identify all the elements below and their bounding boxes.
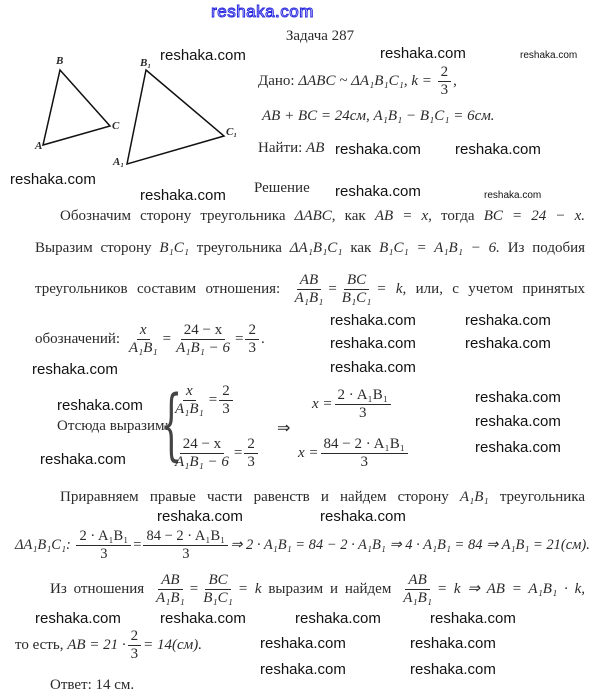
math: = k ⇒ AB = A₁B₁ · k, [436, 580, 586, 597]
denominator: A₁B₁ − 6 [176, 340, 230, 356]
answer: Ответ: 14 см. [50, 677, 135, 693]
vertex-label-a: A [35, 140, 43, 152]
numerator: 84 − 2 · A₁B₁ [143, 528, 228, 546]
watermark: reshaka.com [320, 508, 406, 525]
math: = [133, 536, 142, 553]
watermark: reshaka.com [475, 389, 561, 406]
fraction [143, 528, 228, 563]
denominator: A₁B₁ [294, 290, 324, 306]
solution-line-4 [35, 322, 265, 357]
text: треугольника [499, 489, 586, 505]
numerator: BC [344, 272, 369, 290]
fraction [126, 322, 161, 357]
watermark: reshaka.com [330, 359, 416, 376]
math: ΔA₁B₁C₁ [289, 240, 343, 256]
system-label: Отсюда выразим: [57, 418, 169, 434]
text: Из подобия [507, 240, 586, 256]
watermark: reshaka.com [260, 661, 346, 678]
fraction [321, 436, 408, 471]
math: = [189, 580, 199, 597]
solution-line-3 [35, 272, 585, 307]
numerator: 2 [245, 322, 259, 340]
solution-line-5 [60, 489, 585, 506]
fraction [335, 387, 391, 422]
system-brace: { [160, 380, 183, 470]
math: B₁C₁ [159, 240, 189, 256]
given-comma: , [453, 72, 457, 89]
numerator: AB [158, 572, 182, 590]
watermark: reshaka.com [410, 635, 496, 652]
fraction [173, 322, 233, 357]
math: = [162, 330, 172, 347]
vertex-label-a1: A₁ [113, 156, 125, 168]
watermark: reshaka.com [465, 335, 551, 352]
fraction [76, 528, 131, 563]
watermark: reshaka.com [160, 47, 246, 64]
math: = [208, 391, 218, 408]
math: = [328, 280, 337, 297]
text: тогда [441, 208, 475, 224]
math: AB = x, [374, 208, 432, 224]
numerator: 24 − x [181, 322, 225, 340]
watermark: reshaka.com [40, 451, 126, 468]
text: или, с учетом принятых [415, 280, 586, 297]
denominator: B₁C₁ [341, 290, 372, 306]
math: A₁B₁ [459, 489, 489, 505]
watermark: reshaka.com [335, 183, 421, 200]
fraction [245, 322, 259, 357]
numerator: 2 · A₁B₁ [335, 387, 391, 405]
math: = [233, 444, 243, 461]
x-expr-2 [298, 436, 410, 471]
numerator: 2 [219, 383, 233, 401]
watermark: reshaka.com [295, 610, 381, 627]
solution-line-6 [15, 528, 590, 563]
math: ⇒ 2 · A₁B₁ = 84 − 2 · A₁B₁ ⇒ 4 · A₁B₁ = 84 ⇒ A₁B₁ = 21(см). [230, 536, 590, 553]
text: то есть, [15, 636, 64, 653]
watermark: reshaka.com [160, 610, 246, 627]
text: обозначений: [35, 330, 121, 347]
numerator: 2 · A₁B₁ [76, 528, 131, 546]
fraction [172, 436, 232, 471]
fraction [200, 572, 236, 607]
watermark: reshaka.com [410, 661, 496, 678]
math: = [234, 330, 244, 347]
math: = 14(см). [143, 636, 202, 653]
math: = k [237, 580, 262, 597]
problem-title: Задача 287 [285, 28, 355, 44]
watermark: reshaka.com [57, 397, 143, 414]
given-similarity: ΔABC ~ ΔA₁B₁C₁, k = [298, 72, 432, 89]
watermark: reshaka.com [330, 312, 416, 329]
numerator: AB [297, 272, 321, 290]
math: . [260, 330, 265, 347]
text: треугольников составим отношения: [35, 280, 281, 297]
denominator: 3 [130, 646, 139, 662]
math: BC = 24 − x. [483, 208, 586, 224]
watermark: reshaka.com [520, 50, 578, 61]
given-conditions: AB + BC = 24см, A₁B₁ − B₁C₁ = 6см. [262, 108, 495, 124]
text: Из отношения [50, 580, 145, 597]
fraction [400, 572, 435, 607]
solution-line-1 [60, 208, 585, 225]
text: треугольника [196, 240, 282, 256]
site-logo[interactable]: reshaka.com [211, 2, 314, 21]
fraction [153, 572, 188, 607]
solution-line-8 [15, 628, 202, 663]
denominator: A₁B₁ [403, 590, 432, 606]
numerator: 2 [244, 436, 258, 454]
given-line [258, 64, 457, 99]
fraction [219, 383, 233, 418]
watermark: reshaka.com [430, 610, 516, 627]
denominator: 3 [360, 454, 368, 470]
math: B₁C₁ = A₁B₁ − 6. [379, 240, 500, 256]
math: AB = 21 · [67, 636, 126, 653]
implies-arrow: ⇒ [277, 420, 291, 437]
text: выразим и найдем [268, 580, 392, 597]
k-fraction [438, 64, 452, 99]
math: x = [312, 395, 333, 412]
triangle-abc [43, 70, 110, 145]
watermark: reshaka.com [455, 141, 541, 158]
math: ΔA₁B₁C₁: [15, 536, 71, 553]
text: Выразим сторону [35, 240, 152, 256]
math: ΔABC, [294, 208, 336, 224]
denominator: A₁B₁ [156, 590, 185, 606]
watermark: reshaka.com [330, 335, 416, 352]
vertex-label-c: C [112, 120, 120, 132]
fraction [244, 436, 258, 471]
system-eq-1 [170, 383, 235, 418]
denominator: A₁B₁ − 6 [175, 454, 229, 470]
numerator: 84 − 2 · A₁B₁ [321, 436, 408, 454]
find-value: AB [306, 140, 325, 156]
watermark: reshaka.com [475, 413, 561, 430]
watermark: reshaka.com [465, 312, 551, 329]
watermark: reshaka.com [335, 141, 421, 158]
numerator: AB [405, 572, 429, 590]
system-eq-2 [170, 436, 260, 471]
text: Обозначим сторону треугольника [60, 208, 286, 224]
denominator: B₁C₁ [203, 590, 233, 606]
x-expr-1 [312, 387, 393, 422]
denominator: 3 [182, 546, 190, 562]
find-line [258, 140, 324, 157]
denominator: 3 [247, 454, 255, 470]
k-denominator: 3 [440, 82, 449, 98]
fraction [172, 383, 207, 418]
numerator: 24 − x [180, 436, 224, 454]
solution-line-7 [50, 572, 585, 607]
watermark: reshaka.com [484, 190, 542, 201]
numerator: 2 [128, 628, 142, 646]
denominator: 3 [359, 405, 367, 421]
denominator: 3 [248, 340, 256, 356]
fraction [339, 272, 375, 307]
watermark: reshaka.com [475, 439, 561, 456]
solution-heading: Решение [254, 180, 310, 196]
given-label: Дано: [258, 72, 295, 89]
numerator: x [137, 322, 150, 340]
vertex-label-b1: B₁ [140, 57, 152, 69]
triangle-a1b1c1 [127, 70, 224, 164]
denominator: A₁B₁ [175, 401, 204, 417]
watermark: reshaka.com [157, 508, 243, 525]
fraction [128, 628, 142, 663]
watermark: reshaka.com [140, 187, 226, 204]
watermark: reshaka.com [10, 171, 96, 188]
text: Приравняем правые части равенств и найдем сторону [60, 489, 449, 505]
numerator: x [183, 383, 196, 401]
watermark: reshaka.com [380, 45, 466, 62]
fraction [292, 272, 327, 307]
math: = k, [376, 280, 407, 297]
vertex-label-b: B [56, 55, 64, 67]
text: как [344, 208, 366, 224]
denominator: 3 [100, 546, 108, 562]
vertex-label-c1: C₁ [226, 126, 238, 138]
watermark: reshaka.com [260, 635, 346, 652]
watermark: reshaka.com [35, 610, 121, 627]
math: x = [298, 444, 319, 461]
numerator: BC [205, 572, 230, 590]
denominator: A₁B₁ [128, 340, 158, 356]
text: как [350, 240, 372, 256]
k-numerator: 2 [438, 64, 452, 82]
denominator: 3 [222, 401, 230, 417]
watermark: reshaka.com [32, 361, 118, 378]
solution-line-2 [35, 240, 585, 257]
find-label: Найти: [258, 140, 303, 156]
